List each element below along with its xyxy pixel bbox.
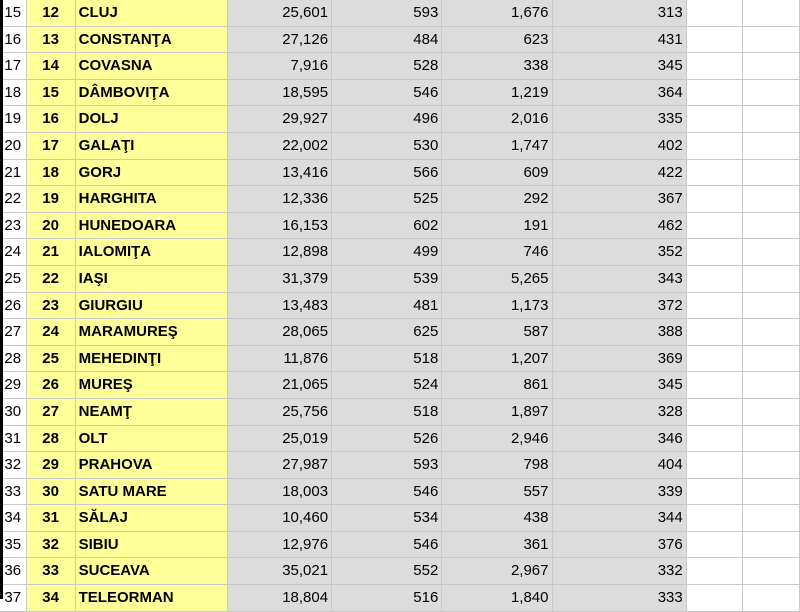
cell-empty-g[interactable] [686,558,742,585]
cell-empty-g[interactable] [686,425,742,452]
sheet-left-frame [0,0,3,599]
cell-value-2[interactable]: 593 [332,0,442,26]
cell-value-3[interactable]: 1,897 [442,398,552,425]
cell-value-1[interactable]: 12,336 [227,186,331,213]
cell-value-4[interactable]: 364 [552,79,686,106]
cell-empty-g[interactable] [686,106,742,133]
table-row[interactable] [0,345,800,372]
table-row[interactable] [0,0,800,26]
cell-value-2[interactable]: 530 [332,132,442,159]
cell-empty-h[interactable] [742,372,799,399]
cell-value-3[interactable]: 2,946 [442,425,552,452]
cell-value-2[interactable]: 518 [332,345,442,372]
cell-code[interactable]: 14 [26,53,75,80]
cell-code[interactable]: 26 [26,372,75,399]
row-header-cell[interactable]: 29 [0,372,26,399]
cell-value-4[interactable]: 328 [552,398,686,425]
table-row[interactable] [0,186,800,213]
cell-code[interactable]: 15 [26,79,75,106]
row-header-cell[interactable]: 27 [0,319,26,346]
cell-empty-h[interactable] [742,478,799,505]
cell-empty-g[interactable] [686,398,742,425]
cell-county[interactable]: HUNEDOARA [75,212,227,239]
cell-code[interactable]: 18 [26,159,75,186]
cell-empty-h[interactable] [742,531,799,558]
row-header-cell[interactable]: 32 [0,452,26,479]
cell-value-1[interactable]: 21,065 [227,372,331,399]
cell-empty-h[interactable] [742,585,799,612]
cell-code[interactable]: 29 [26,452,75,479]
cell-code[interactable]: 32 [26,531,75,558]
cell-county[interactable]: SUCEAVA [75,558,227,585]
cell-county[interactable]: TELEORMAN [75,585,227,612]
cell-value-1[interactable]: 11,876 [227,345,331,372]
cell-empty-h[interactable] [742,292,799,319]
cell-value-3[interactable]: 191 [442,212,552,239]
cell-code[interactable]: 30 [26,478,75,505]
row-header-cell[interactable]: 34 [0,505,26,532]
cell-code[interactable]: 33 [26,558,75,585]
cell-value-1[interactable]: 18,804 [227,585,331,612]
row-header-cell[interactable]: 37 [0,585,26,612]
cell-value-1[interactable]: 12,898 [227,239,331,266]
table-row[interactable] [0,26,800,53]
cell-code[interactable]: 13 [26,26,75,53]
cell-empty-g[interactable] [686,478,742,505]
cell-empty-g[interactable] [686,159,742,186]
cell-empty-h[interactable] [742,452,799,479]
cell-empty-h[interactable] [742,239,799,266]
cell-county[interactable]: GALAŢI [75,132,227,159]
cell-value-2[interactable]: 625 [332,319,442,346]
table-row[interactable] [0,265,800,292]
table-row[interactable] [0,558,800,585]
cell-code[interactable]: 27 [26,398,75,425]
table-row[interactable] [0,319,800,346]
cell-empty-h[interactable] [742,106,799,133]
cell-empty-h[interactable] [742,0,799,26]
cell-value-1[interactable]: 22,002 [227,132,331,159]
cell-value-4[interactable]: 367 [552,186,686,213]
cell-value-1[interactable]: 18,595 [227,79,331,106]
cell-value-4[interactable]: 343 [552,265,686,292]
cell-code[interactable]: 20 [26,212,75,239]
cell-value-4[interactable]: 345 [552,372,686,399]
cell-value-1[interactable]: 12,976 [227,531,331,558]
cell-value-2[interactable]: 534 [332,505,442,532]
cell-value-1[interactable]: 29,927 [227,106,331,133]
cell-code[interactable]: 12 [26,0,75,26]
table-row[interactable] [0,292,800,319]
cell-county[interactable]: IALOMIŢA [75,239,227,266]
cell-value-2[interactable]: 524 [332,372,442,399]
cell-value-1[interactable]: 10,460 [227,505,331,532]
cell-value-4[interactable]: 313 [552,0,686,26]
cell-empty-g[interactable] [686,265,742,292]
cell-value-1[interactable]: 25,756 [227,398,331,425]
cell-value-4[interactable]: 369 [552,345,686,372]
cell-empty-h[interactable] [742,212,799,239]
cell-value-4[interactable]: 462 [552,212,686,239]
cell-code[interactable]: 22 [26,265,75,292]
cell-county[interactable]: DÂMBOVIŢA [75,79,227,106]
cell-value-1[interactable]: 25,019 [227,425,331,452]
cell-empty-g[interactable] [686,372,742,399]
cell-county[interactable]: MARAMUREŞ [75,319,227,346]
cell-county[interactable]: GIURGIU [75,292,227,319]
cell-value-3[interactable]: 438 [442,505,552,532]
cell-county[interactable]: NEAMŢ [75,398,227,425]
cell-value-4[interactable]: 352 [552,239,686,266]
cell-empty-g[interactable] [686,452,742,479]
table-row[interactable] [0,531,800,558]
cell-county[interactable]: SĂLAJ [75,505,227,532]
row-header-cell[interactable]: 18 [0,79,26,106]
cell-value-4[interactable]: 404 [552,452,686,479]
cell-value-3[interactable]: 609 [442,159,552,186]
cell-value-2[interactable]: 546 [332,79,442,106]
cell-empty-g[interactable] [686,186,742,213]
row-header-cell[interactable]: 33 [0,478,26,505]
cell-value-4[interactable]: 402 [552,132,686,159]
table-row[interactable] [0,585,800,612]
cell-empty-g[interactable] [686,531,742,558]
row-header-cell[interactable]: 24 [0,239,26,266]
cell-value-1[interactable]: 27,126 [227,26,331,53]
cell-value-4[interactable]: 332 [552,558,686,585]
row-header-cell[interactable]: 36 [0,558,26,585]
cell-value-2[interactable]: 593 [332,452,442,479]
cell-value-2[interactable]: 481 [332,292,442,319]
table-row[interactable] [0,79,800,106]
cell-county[interactable]: DOLJ [75,106,227,133]
cell-value-4[interactable]: 422 [552,159,686,186]
cell-county[interactable]: MEHEDINŢI [75,345,227,372]
row-header-cell[interactable]: 35 [0,531,26,558]
cell-empty-h[interactable] [742,265,799,292]
cell-value-3[interactable]: 1,219 [442,79,552,106]
cell-value-3[interactable]: 798 [442,452,552,479]
cell-county[interactable]: OLT [75,425,227,452]
cell-empty-h[interactable] [742,425,799,452]
cell-county[interactable]: GORJ [75,159,227,186]
table-row[interactable] [0,106,800,133]
cell-value-2[interactable]: 546 [332,531,442,558]
cell-code[interactable]: 21 [26,239,75,266]
table-row[interactable] [0,398,800,425]
cell-code[interactable]: 17 [26,132,75,159]
table-row[interactable] [0,239,800,266]
cell-value-1[interactable]: 35,021 [227,558,331,585]
cell-value-2[interactable]: 496 [332,106,442,133]
cell-empty-h[interactable] [742,79,799,106]
cell-value-3[interactable]: 1,676 [442,0,552,26]
cell-empty-h[interactable] [742,53,799,80]
cell-value-3[interactable]: 746 [442,239,552,266]
cell-value-2[interactable]: 566 [332,159,442,186]
row-header-cell[interactable]: 28 [0,345,26,372]
row-header-cell[interactable]: 31 [0,425,26,452]
cell-empty-g[interactable] [686,132,742,159]
cell-empty-h[interactable] [742,26,799,53]
cell-value-1[interactable]: 16,153 [227,212,331,239]
cell-value-3[interactable]: 623 [442,26,552,53]
cell-value-3[interactable]: 1,207 [442,345,552,372]
cell-code[interactable]: 25 [26,345,75,372]
table-row[interactable] [0,159,800,186]
cell-value-2[interactable]: 539 [332,265,442,292]
cell-value-4[interactable]: 335 [552,106,686,133]
cell-value-2[interactable]: 526 [332,425,442,452]
cell-value-1[interactable]: 13,416 [227,159,331,186]
cell-value-1[interactable]: 7,916 [227,53,331,80]
table-row[interactable] [0,452,800,479]
cell-county[interactable]: CONSTANŢA [75,26,227,53]
cell-value-2[interactable]: 499 [332,239,442,266]
cell-value-1[interactable]: 27,987 [227,452,331,479]
row-header-cell[interactable]: 16 [0,26,26,53]
cell-empty-g[interactable] [686,26,742,53]
cell-value-1[interactable]: 28,065 [227,319,331,346]
cell-empty-g[interactable] [686,505,742,532]
cell-empty-g[interactable] [686,53,742,80]
cell-value-4[interactable]: 345 [552,53,686,80]
cell-value-3[interactable]: 1,173 [442,292,552,319]
row-header-cell[interactable]: 23 [0,212,26,239]
cell-value-3[interactable]: 361 [442,531,552,558]
cell-code[interactable]: 24 [26,319,75,346]
cell-empty-h[interactable] [742,319,799,346]
cell-value-2[interactable]: 518 [332,398,442,425]
cell-value-4[interactable]: 376 [552,531,686,558]
row-header-cell[interactable]: 20 [0,132,26,159]
cell-value-3[interactable]: 557 [442,478,552,505]
cell-value-1[interactable]: 13,483 [227,292,331,319]
cell-county[interactable]: SATU MARE [75,478,227,505]
cell-value-3[interactable]: 861 [442,372,552,399]
table-row[interactable] [0,505,800,532]
cell-empty-g[interactable] [686,0,742,26]
table-row[interactable] [0,425,800,452]
cell-value-3[interactable]: 2,016 [442,106,552,133]
cell-empty-g[interactable] [686,239,742,266]
cell-value-2[interactable]: 528 [332,53,442,80]
cell-county[interactable]: CLUJ [75,0,227,26]
cell-empty-h[interactable] [742,159,799,186]
cell-empty-g[interactable] [686,79,742,106]
row-header-cell[interactable]: 26 [0,292,26,319]
cell-empty-h[interactable] [742,558,799,585]
cell-county[interactable]: SIBIU [75,531,227,558]
cell-value-3[interactable]: 1,840 [442,585,552,612]
row-header-cell[interactable]: 30 [0,398,26,425]
cell-empty-g[interactable] [686,319,742,346]
cell-empty-g[interactable] [686,345,742,372]
cell-empty-g[interactable] [686,212,742,239]
cell-value-2[interactable]: 602 [332,212,442,239]
row-header-cell[interactable]: 21 [0,159,26,186]
cell-county[interactable]: PRAHOVA [75,452,227,479]
cell-value-4[interactable]: 344 [552,505,686,532]
cell-value-4[interactable]: 346 [552,425,686,452]
cell-empty-h[interactable] [742,505,799,532]
cell-value-4[interactable]: 388 [552,319,686,346]
row-header-cell[interactable]: 22 [0,186,26,213]
cell-empty-g[interactable] [686,585,742,612]
cell-value-3[interactable]: 1,747 [442,132,552,159]
row-header-cell[interactable]: 19 [0,106,26,133]
cell-empty-h[interactable] [742,132,799,159]
cell-county[interactable]: IAŞI [75,265,227,292]
cell-code[interactable]: 28 [26,425,75,452]
cell-code[interactable]: 23 [26,292,75,319]
cell-code[interactable]: 16 [26,106,75,133]
cell-value-1[interactable]: 18,003 [227,478,331,505]
cell-value-2[interactable]: 525 [332,186,442,213]
cell-value-1[interactable]: 25,601 [227,0,331,26]
cell-value-4[interactable]: 339 [552,478,686,505]
cell-value-2[interactable]: 484 [332,26,442,53]
table-row[interactable] [0,212,800,239]
cell-county[interactable]: HARGHITA [75,186,227,213]
cell-value-2[interactable]: 552 [332,558,442,585]
cell-value-4[interactable]: 333 [552,585,686,612]
cell-value-1[interactable]: 31,379 [227,265,331,292]
cell-value-3[interactable]: 587 [442,319,552,346]
table-row[interactable] [0,53,800,80]
cell-empty-g[interactable] [686,292,742,319]
cell-value-3[interactable]: 338 [442,53,552,80]
cell-value-3[interactable]: 292 [442,186,552,213]
cell-value-2[interactable]: 516 [332,585,442,612]
cell-value-4[interactable]: 372 [552,292,686,319]
cell-code[interactable]: 31 [26,505,75,532]
row-header-cell[interactable]: 17 [0,53,26,80]
cell-county[interactable]: MUREŞ [75,372,227,399]
cell-code[interactable]: 19 [26,186,75,213]
row-header-cell[interactable]: 25 [0,265,26,292]
row-header-cell[interactable]: 15 [0,0,26,26]
cell-empty-h[interactable] [742,345,799,372]
cell-empty-h[interactable] [742,398,799,425]
cell-value-2[interactable]: 546 [332,478,442,505]
cell-county[interactable]: COVASNA [75,53,227,80]
table-row[interactable] [0,132,800,159]
table-row[interactable] [0,478,800,505]
table-row[interactable] [0,372,800,399]
cell-value-3[interactable]: 5,265 [442,265,552,292]
cell-code[interactable]: 34 [26,585,75,612]
cell-empty-h[interactable] [742,186,799,213]
cell-value-4[interactable]: 431 [552,26,686,53]
cell-value-3[interactable]: 2,967 [442,558,552,585]
